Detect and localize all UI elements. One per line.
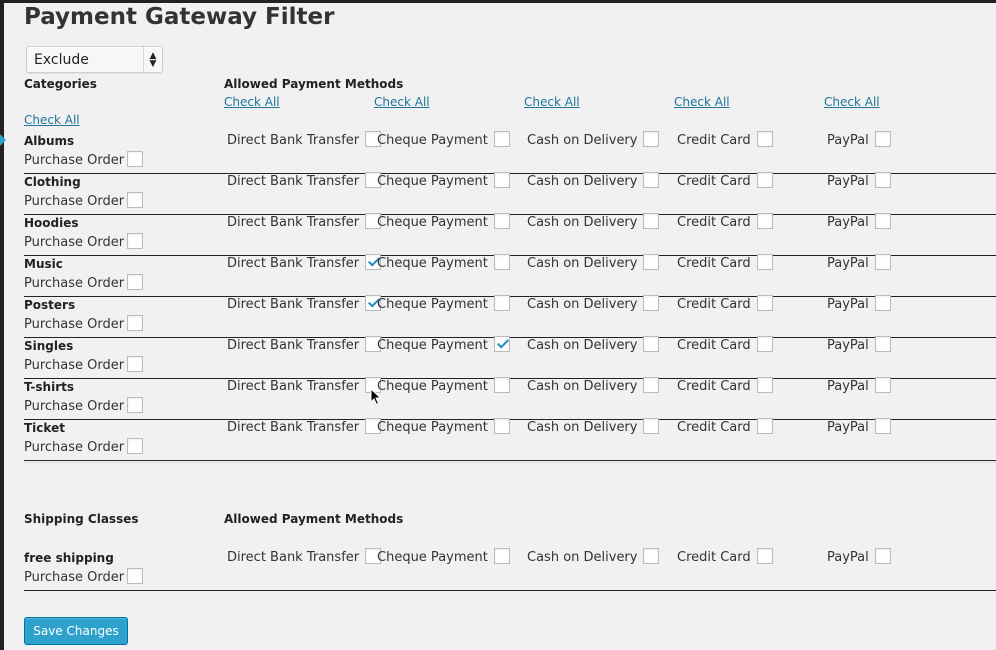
payment-method-label: PayPal bbox=[827, 256, 869, 271]
category-name: Posters bbox=[24, 298, 76, 312]
payment-method-option bbox=[377, 550, 510, 565]
payment-method-option bbox=[227, 133, 381, 148]
payment-method-checkbox[interactable] bbox=[643, 254, 659, 270]
payment-method-option bbox=[527, 256, 659, 271]
payment-method-checkbox[interactable] bbox=[875, 131, 891, 147]
payment-method-checkbox[interactable] bbox=[494, 213, 510, 229]
payment-method-checkbox[interactable] bbox=[643, 131, 659, 147]
payment-method-checkbox[interactable] bbox=[757, 295, 773, 311]
payment-method-option bbox=[527, 379, 659, 394]
payment-method-label: Direct Bank Transfer bbox=[227, 174, 360, 189]
payment-method-checkbox[interactable] bbox=[757, 418, 773, 434]
purchase-order-option bbox=[24, 570, 143, 585]
payment-method-label: Cheque Payment bbox=[377, 297, 488, 312]
payment-method-checkbox[interactable] bbox=[757, 172, 773, 188]
payment-method-checkbox[interactable] bbox=[643, 295, 659, 311]
mode-select-value: Exclude bbox=[34, 52, 89, 68]
payment-method-label: PayPal bbox=[827, 174, 869, 189]
payment-method-option bbox=[677, 379, 773, 394]
payment-method-label: Cash on Delivery bbox=[527, 297, 638, 312]
purchase-order-label: Purchase Order bbox=[24, 358, 125, 373]
payment-method-option bbox=[377, 174, 510, 189]
purchase-order-checkbox[interactable] bbox=[127, 356, 143, 372]
payment-method-checkbox[interactable] bbox=[643, 172, 659, 188]
payment-method-label: Cheque Payment bbox=[377, 420, 488, 435]
payment-method-checkbox[interactable] bbox=[643, 336, 659, 352]
payment-method-checkbox[interactable] bbox=[875, 548, 891, 564]
payment-method-checkbox[interactable] bbox=[757, 213, 773, 229]
payment-method-checkbox[interactable] bbox=[875, 418, 891, 434]
purchase-order-label: Purchase Order bbox=[24, 235, 125, 250]
payment-method-option bbox=[827, 338, 891, 353]
purchase-order-option bbox=[24, 276, 143, 291]
payment-method-label: PayPal bbox=[827, 338, 869, 353]
payment-method-checkbox[interactable] bbox=[875, 172, 891, 188]
payment-method-label: Credit Card bbox=[677, 133, 751, 148]
payment-method-checkbox[interactable] bbox=[875, 336, 891, 352]
purchase-order-label: Purchase Order bbox=[24, 440, 125, 455]
category-name: Ticket bbox=[24, 421, 65, 435]
payment-method-label: Cheque Payment bbox=[377, 215, 488, 230]
payment-method-label: Credit Card bbox=[677, 338, 751, 353]
section-divider bbox=[24, 462, 996, 463]
mode-select[interactable] bbox=[26, 46, 163, 73]
payment-method-label: Credit Card bbox=[677, 215, 751, 230]
payment-method-option bbox=[227, 338, 381, 353]
payment-method-checkbox[interactable] bbox=[643, 548, 659, 564]
shipping-heading: Shipping Classes bbox=[24, 512, 139, 526]
purchase-order-checkbox[interactable] bbox=[127, 151, 143, 167]
payment-method-option bbox=[827, 550, 891, 565]
payment-method-option bbox=[677, 256, 773, 271]
payment-method-label: Cash on Delivery bbox=[527, 420, 638, 435]
payment-method-option bbox=[527, 174, 659, 189]
category-row bbox=[24, 379, 996, 420]
payment-method-option bbox=[527, 297, 659, 312]
category-name: Albums bbox=[24, 134, 75, 148]
payment-method-checkbox[interactable] bbox=[757, 377, 773, 393]
payment-method-option bbox=[677, 550, 773, 565]
payment-method-label: Credit Card bbox=[677, 297, 751, 312]
payment-method-checkbox[interactable] bbox=[875, 213, 891, 229]
check-all-paypal[interactable]: Check All bbox=[824, 95, 880, 109]
payment-method-label: Cash on Delivery bbox=[527, 379, 638, 394]
payment-method-option bbox=[227, 420, 381, 435]
category-name: Hoodies bbox=[24, 216, 79, 230]
payment-method-checkbox[interactable] bbox=[757, 548, 773, 564]
purchase-order-checkbox[interactable] bbox=[127, 397, 143, 413]
payment-method-option bbox=[677, 215, 773, 230]
payment-method-checkbox[interactable] bbox=[494, 418, 510, 434]
purchase-order-option bbox=[24, 153, 143, 168]
payment-method-checkbox[interactable] bbox=[757, 131, 773, 147]
payment-method-label: Cheque Payment bbox=[377, 133, 488, 148]
payment-method-label: Cheque Payment bbox=[377, 338, 488, 353]
payment-method-label: PayPal bbox=[827, 133, 869, 148]
payment-method-checkbox[interactable] bbox=[757, 254, 773, 270]
payment-method-option bbox=[227, 215, 381, 230]
payment-method-label: Credit Card bbox=[677, 256, 751, 271]
purchase-order-checkbox[interactable] bbox=[127, 315, 143, 331]
payment-method-label: PayPal bbox=[827, 550, 869, 565]
purchase-order-checkbox[interactable] bbox=[127, 192, 143, 208]
shipping-class-name: free shipping bbox=[24, 551, 114, 565]
shipping-methods-heading: Allowed Payment Methods bbox=[224, 512, 404, 526]
payment-method-label: Cash on Delivery bbox=[527, 338, 638, 353]
category-row bbox=[24, 174, 996, 215]
payment-method-option bbox=[527, 550, 659, 565]
payment-method-option bbox=[827, 215, 891, 230]
category-name: Music bbox=[24, 257, 63, 271]
category-row bbox=[24, 215, 996, 256]
payment-method-checkbox[interactable] bbox=[494, 336, 510, 352]
payment-method-label: Direct Bank Transfer bbox=[227, 550, 360, 565]
payment-method-label: Cash on Delivery bbox=[527, 215, 638, 230]
payment-method-option bbox=[827, 379, 891, 394]
mouse-cursor-icon bbox=[370, 388, 382, 406]
payment-method-label: Direct Bank Transfer bbox=[227, 215, 360, 230]
purchase-order-label: Purchase Order bbox=[24, 570, 125, 585]
check-all-purchase-order[interactable]: Check All bbox=[24, 113, 80, 127]
payment-method-option bbox=[827, 174, 891, 189]
payment-method-checkbox[interactable] bbox=[643, 213, 659, 229]
shipping-class-row bbox=[24, 550, 996, 591]
payment-method-label: PayPal bbox=[827, 379, 869, 394]
payment-method-option bbox=[677, 297, 773, 312]
purchase-order-checkbox[interactable] bbox=[127, 438, 143, 454]
payment-method-checkbox[interactable] bbox=[875, 377, 891, 393]
allowed-methods-heading: Allowed Payment Methods bbox=[224, 77, 404, 91]
purchase-order-checkbox[interactable] bbox=[127, 568, 143, 584]
check-all-direct-bank[interactable]: Check All bbox=[224, 95, 280, 109]
purchase-order-option bbox=[24, 358, 143, 373]
payment-method-label: Cash on Delivery bbox=[527, 174, 638, 189]
payment-method-label: Cash on Delivery bbox=[527, 256, 638, 271]
payment-method-checkbox[interactable] bbox=[875, 254, 891, 270]
payment-method-label: PayPal bbox=[827, 297, 869, 312]
categories-heading: Categories bbox=[24, 77, 97, 91]
payment-method-checkbox[interactable] bbox=[643, 377, 659, 393]
category-row bbox=[24, 338, 996, 379]
payment-method-label: Cheque Payment bbox=[377, 379, 488, 394]
payment-method-label: Credit Card bbox=[677, 174, 751, 189]
payment-method-option bbox=[827, 297, 891, 312]
category-name: T-shirts bbox=[24, 380, 74, 394]
purchase-order-option bbox=[24, 399, 143, 414]
payment-method-label: PayPal bbox=[827, 215, 869, 230]
payment-method-option bbox=[227, 379, 381, 394]
purchase-order-option bbox=[24, 194, 143, 209]
category-row bbox=[24, 133, 996, 174]
payment-method-label: Credit Card bbox=[677, 550, 751, 565]
payment-method-option bbox=[227, 256, 381, 271]
payment-method-option bbox=[527, 338, 659, 353]
payment-method-checkbox[interactable] bbox=[757, 336, 773, 352]
category-row bbox=[24, 256, 996, 297]
payment-method-option bbox=[377, 297, 510, 312]
admin-menu-edge bbox=[0, 0, 4, 650]
page-title: Payment Gateway Filter bbox=[24, 4, 335, 30]
purchase-order-label: Purchase Order bbox=[24, 153, 125, 168]
payment-method-checkbox[interactable] bbox=[643, 418, 659, 434]
purchase-order-label: Purchase Order bbox=[24, 399, 125, 414]
payment-method-option bbox=[377, 338, 510, 353]
check-all-credit-card[interactable]: Check All bbox=[674, 95, 730, 109]
payment-method-option bbox=[827, 133, 891, 148]
purchase-order-option bbox=[24, 317, 143, 332]
purchase-order-option bbox=[24, 440, 143, 455]
payment-method-label: Direct Bank Transfer bbox=[227, 256, 360, 271]
purchase-order-label: Purchase Order bbox=[24, 317, 125, 332]
purchase-order-checkbox[interactable] bbox=[127, 233, 143, 249]
payment-method-option bbox=[827, 256, 891, 271]
payment-method-option bbox=[677, 338, 773, 353]
menu-pointer-icon bbox=[0, 134, 6, 146]
payment-method-label: Cash on Delivery bbox=[527, 133, 638, 148]
payment-method-option bbox=[227, 550, 381, 565]
category-row bbox=[24, 297, 996, 338]
save-changes-button[interactable]: Save Changes bbox=[24, 617, 128, 645]
payment-method-label: PayPal bbox=[827, 420, 869, 435]
category-name: Singles bbox=[24, 339, 74, 353]
category-row bbox=[24, 420, 996, 461]
payment-method-option bbox=[377, 133, 510, 148]
payment-method-label: Direct Bank Transfer bbox=[227, 133, 360, 148]
payment-method-checkbox[interactable] bbox=[494, 131, 510, 147]
payment-method-label: Credit Card bbox=[677, 379, 751, 394]
payment-method-option bbox=[227, 174, 381, 189]
payment-method-checkbox[interactable] bbox=[494, 377, 510, 393]
payment-method-option bbox=[377, 256, 510, 271]
payment-method-checkbox[interactable] bbox=[494, 254, 510, 270]
payment-method-label: Direct Bank Transfer bbox=[227, 420, 360, 435]
select-arrows-icon: ▲ ▼ bbox=[143, 47, 162, 72]
payment-method-label: Cheque Payment bbox=[377, 550, 488, 565]
payment-method-label: Cheque Payment bbox=[377, 256, 488, 271]
payment-method-option bbox=[377, 379, 510, 394]
purchase-order-option bbox=[24, 235, 143, 250]
payment-method-option bbox=[527, 133, 659, 148]
top-bar bbox=[0, 0, 996, 3]
purchase-order-label: Purchase Order bbox=[24, 194, 125, 209]
payment-method-option bbox=[677, 174, 773, 189]
payment-method-option bbox=[377, 215, 510, 230]
category-name: Clothing bbox=[24, 175, 81, 189]
payment-method-option bbox=[827, 420, 891, 435]
payment-method-label: Cash on Delivery bbox=[527, 550, 638, 565]
payment-method-option bbox=[227, 297, 381, 312]
check-all-cod[interactable]: Check All bbox=[524, 95, 580, 109]
payment-method-option bbox=[377, 420, 510, 435]
payment-method-checkbox[interactable] bbox=[494, 172, 510, 188]
payment-method-label: Cheque Payment bbox=[377, 174, 488, 189]
payment-method-checkbox[interactable] bbox=[494, 548, 510, 564]
purchase-order-checkbox[interactable] bbox=[127, 274, 143, 290]
payment-method-option bbox=[677, 420, 773, 435]
payment-method-checkbox[interactable] bbox=[494, 295, 510, 311]
payment-method-option bbox=[527, 215, 659, 230]
check-all-cheque[interactable]: Check All bbox=[374, 95, 430, 109]
payment-method-label: Direct Bank Transfer bbox=[227, 379, 360, 394]
payment-method-option bbox=[677, 133, 773, 148]
purchase-order-label: Purchase Order bbox=[24, 276, 125, 291]
payment-method-checkbox[interactable] bbox=[875, 295, 891, 311]
payment-method-label: Direct Bank Transfer bbox=[227, 297, 360, 312]
payment-method-label: Credit Card bbox=[677, 420, 751, 435]
payment-method-label: Direct Bank Transfer bbox=[227, 338, 360, 353]
payment-method-option bbox=[527, 420, 659, 435]
